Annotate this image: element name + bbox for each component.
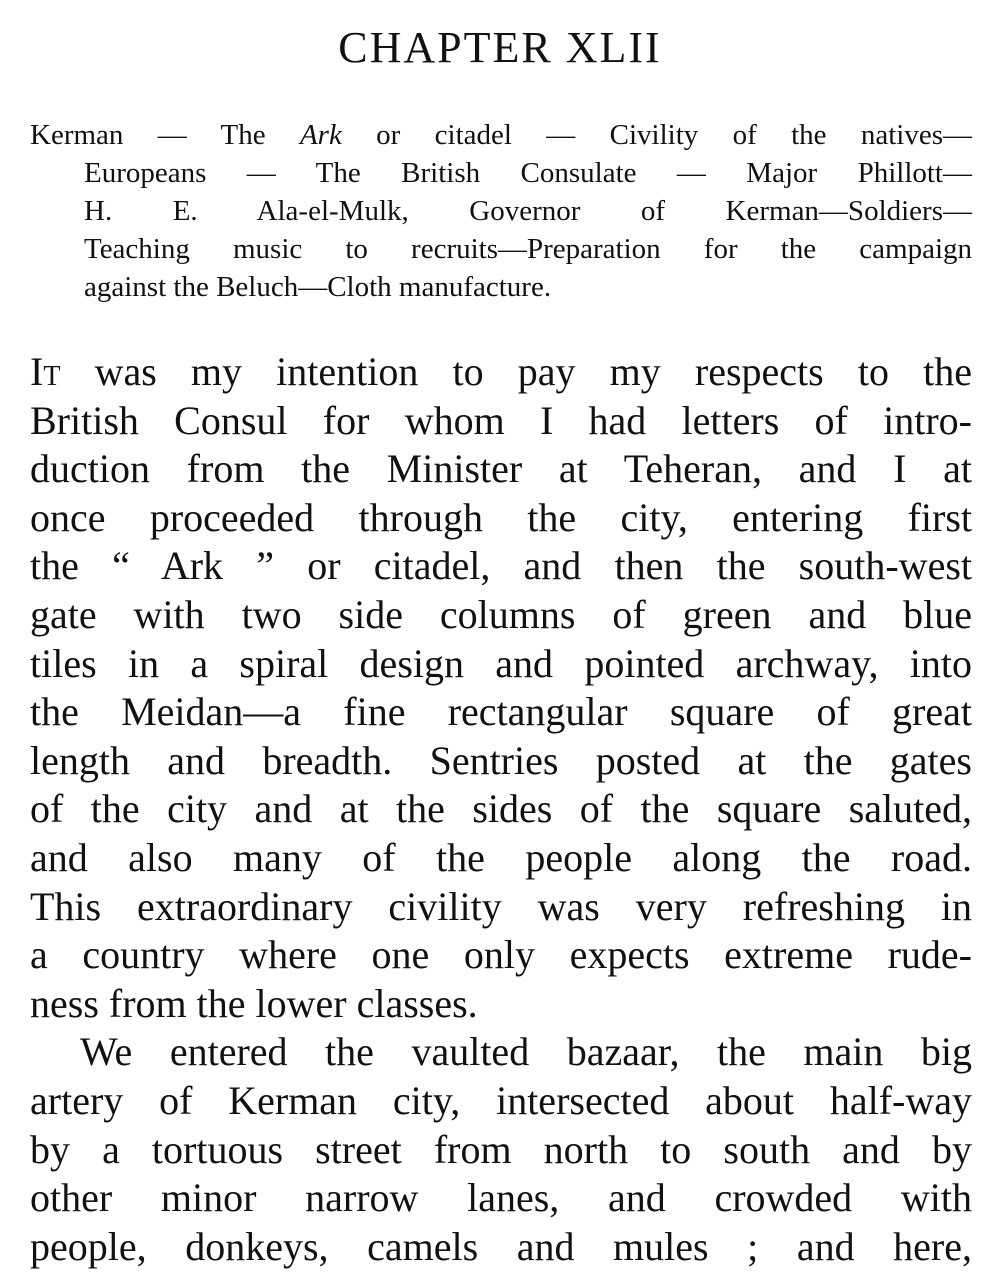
summary-line [30,116,972,154]
paragraph-1-line [30,348,972,397]
paragraph-2-line: We entered the vaulted bazaar, the main big [80,1029,972,1075]
paragraph-1-line: ness from the lower classes. [30,980,478,1026]
summary-line: Europeans — The British Consulate — Major Phillott— [84,157,972,189]
paragraph-opening-word [30,349,60,394]
paragraph-2-line: other minor narrow lanes, and crowded with [30,1175,972,1221]
paragraph-1-line: a country where one only expects extreme rude- [30,932,972,978]
paragraph-1-line: This extraordinary civility was very refreshing in [30,883,972,929]
summary-line: against the Beluch—Cloth manufacture. [84,271,552,303]
paragraph-1-line: duction from the Minister at Teheran, and I at [30,446,972,492]
summary-line: H. E. Ala-el-Mulk, Governor of Kerman—Soldiers— [84,195,972,227]
dropcap-letters: It [30,349,61,394]
paragraph-1-line: the “ Ark ” or citadel, and then the south-west [30,543,972,589]
paragraph-1-line: gate with two side columns of green and blue [30,591,972,637]
paragraph-1-line: the Meidan—a fine rectangular square of great [30,689,972,735]
paragraph-1-line: once proceeded through the city, entering first [30,494,972,540]
paragraph-1-line: British Consul for whom I had letters of intro- [30,397,972,443]
paragraph-1-line: and also many of the people along the road. [30,834,972,880]
paragraph-1-line: tiles in a spiral design and pointed archway, into [30,640,972,686]
paragraph-1-line: length and breadth. Sentries posted at the gates [30,737,972,783]
paragraph-2-line: artery of Kerman city, intersected about half-way [30,1077,972,1123]
paragraph-2-line: people, donkeys, camels and mules ; and here, [30,1223,972,1269]
summary-text: Kerman — The [30,119,300,151]
summary-line: Teaching music to recruits—Preparation for the campaign [84,233,972,265]
chapter-summary [30,116,972,306]
body-text [30,348,972,1271]
paragraph-1-line: of the city and at the sides of the square saluted, [30,786,972,832]
summary-text: or citadel — Civility of the natives— [341,119,972,151]
summary-italic-text: Ark [299,119,342,151]
chapter-title: CHAPTER XLII [338,23,662,72]
paragraph-2-line: by a tortuous street from north to south and by [30,1126,972,1172]
line-text: was my intention to pay my respects to the [60,349,972,394]
